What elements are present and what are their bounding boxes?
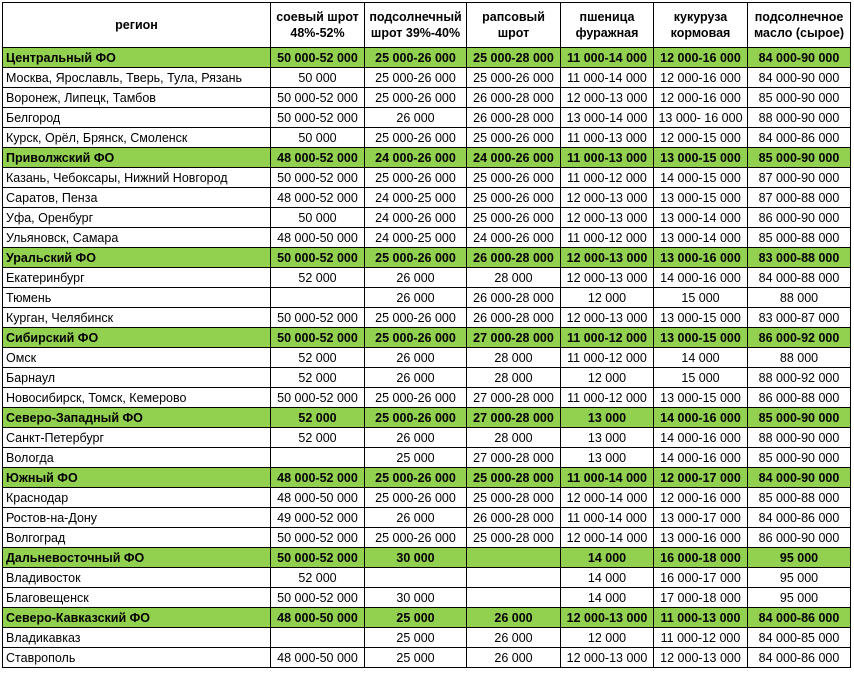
feed-corn-cell: 13 000-17 000 xyxy=(654,508,748,528)
region-cell: Белгород xyxy=(3,108,271,128)
region-cell: Тюмень xyxy=(3,288,271,308)
rapeseed-meal-cell: 25 000-28 000 xyxy=(467,468,561,488)
sunflower-meal-cell: 25 000-26 000 xyxy=(365,328,467,348)
soy-meal-cell xyxy=(271,628,365,648)
rapeseed-meal-cell: 24 000-26 000 xyxy=(467,228,561,248)
sunflower-oil-cell: 85 000-90 000 xyxy=(748,148,851,168)
sunflower-oil-cell: 85 000-90 000 xyxy=(748,88,851,108)
rapeseed-meal-cell: 27 000-28 000 xyxy=(467,408,561,428)
region-cell: Вологда xyxy=(3,448,271,468)
sunflower-meal-cell xyxy=(365,568,467,588)
sunflower-oil-cell: 88 000-92 000 xyxy=(748,368,851,388)
feed-corn-cell: 12 000-16 000 xyxy=(654,68,748,88)
soy-meal-cell: 50 000 xyxy=(271,68,365,88)
header-soy-meal: соевый шрот 48%-52% xyxy=(271,3,365,48)
soy-meal-cell: 49 000-52 000 xyxy=(271,508,365,528)
feed-corn-cell: 13 000-15 000 xyxy=(654,308,748,328)
soy-meal-cell: 50 000-52 000 xyxy=(271,108,365,128)
feed-corn-cell: 13 000-15 000 xyxy=(654,328,748,348)
sunflower-oil-cell: 86 000-90 000 xyxy=(748,528,851,548)
feed-corn-cell: 13 000- 16 000 xyxy=(654,108,748,128)
sunflower-meal-cell: 24 000-26 000 xyxy=(365,148,467,168)
district-row xyxy=(3,468,851,488)
rapeseed-meal-cell: 27 000-28 000 xyxy=(467,388,561,408)
feed-wheat-cell: 12 000 xyxy=(561,368,654,388)
sunflower-meal-cell: 24 000-26 000 xyxy=(365,208,467,228)
soy-meal-cell: 48 000-50 000 xyxy=(271,488,365,508)
sunflower-oil-cell: 86 000-88 000 xyxy=(748,388,851,408)
feed-corn-cell: 16 000-17 000 xyxy=(654,568,748,588)
rapeseed-meal-cell: 25 000-26 000 xyxy=(467,128,561,148)
sunflower-oil-cell: 85 000-90 000 xyxy=(748,408,851,428)
feed-corn-cell: 12 000-16 000 xyxy=(654,88,748,108)
sunflower-oil-cell: 88 000-90 000 xyxy=(748,108,851,128)
district-row xyxy=(3,48,851,68)
region-cell: Дальневосточный ФО xyxy=(3,548,271,568)
table-row xyxy=(3,208,851,228)
rapeseed-meal-cell: 26 000-28 000 xyxy=(467,288,561,308)
feed-corn-cell: 13 000-15 000 xyxy=(654,188,748,208)
table-row xyxy=(3,188,851,208)
feed-corn-cell: 17 000-18 000 xyxy=(654,588,748,608)
feed-corn-cell: 11 000-12 000 xyxy=(654,628,748,648)
header-rapeseed-meal: рапсовый шрот xyxy=(467,3,561,48)
feed-wheat-cell: 11 000-13 000 xyxy=(561,148,654,168)
feed-wheat-cell: 13 000 xyxy=(561,448,654,468)
rapeseed-meal-cell: 25 000-28 000 xyxy=(467,488,561,508)
feed-corn-cell: 14 000-16 000 xyxy=(654,428,748,448)
soy-meal-cell: 52 000 xyxy=(271,408,365,428)
sunflower-oil-cell: 83 000-87 000 xyxy=(748,308,851,328)
sunflower-meal-cell: 25 000 xyxy=(365,608,467,628)
sunflower-meal-cell: 25 000-26 000 xyxy=(365,468,467,488)
sunflower-oil-cell: 95 000 xyxy=(748,548,851,568)
feed-wheat-cell: 11 000-14 000 xyxy=(561,468,654,488)
feed-corn-cell: 14 000-16 000 xyxy=(654,268,748,288)
district-row xyxy=(3,608,851,628)
region-cell: Ставрополь xyxy=(3,648,271,668)
feed-corn-cell: 12 000-15 000 xyxy=(654,128,748,148)
soy-meal-cell: 50 000-52 000 xyxy=(271,388,365,408)
feed-corn-cell: 14 000-15 000 xyxy=(654,168,748,188)
feed-corn-cell: 13 000-15 000 xyxy=(654,148,748,168)
header-feed-wheat: пшеница фуражная xyxy=(561,3,654,48)
sunflower-oil-cell: 86 000-90 000 xyxy=(748,208,851,228)
sunflower-meal-cell: 25 000 xyxy=(365,448,467,468)
sunflower-oil-cell: 88 000 xyxy=(748,348,851,368)
region-cell: Новосибирск, Томск, Кемерово xyxy=(3,388,271,408)
region-cell: Курск, Орёл, Брянск, Смоленск xyxy=(3,128,271,148)
rapeseed-meal-cell: 26 000-28 000 xyxy=(467,508,561,528)
sunflower-meal-cell: 26 000 xyxy=(365,268,467,288)
soy-meal-cell: 52 000 xyxy=(271,568,365,588)
sunflower-oil-cell: 84 000-86 000 xyxy=(748,508,851,528)
region-cell: Центральный ФО xyxy=(3,48,271,68)
price-table xyxy=(2,2,851,668)
header-sunflower-meal: подсолнечный шрот 39%-40% xyxy=(365,3,467,48)
rapeseed-meal-cell: 26 000-28 000 xyxy=(467,248,561,268)
sunflower-oil-cell: 84 000-88 000 xyxy=(748,268,851,288)
soy-meal-cell: 50 000-52 000 xyxy=(271,248,365,268)
soy-meal-cell: 52 000 xyxy=(271,428,365,448)
feed-corn-cell: 13 000-15 000 xyxy=(654,388,748,408)
feed-wheat-cell: 11 000-12 000 xyxy=(561,168,654,188)
feed-wheat-cell: 11 000-12 000 xyxy=(561,228,654,248)
region-cell: Уфа, Оренбург xyxy=(3,208,271,228)
rapeseed-meal-cell: 27 000-28 000 xyxy=(467,448,561,468)
sunflower-meal-cell: 25 000-26 000 xyxy=(365,168,467,188)
feed-wheat-cell: 11 000-14 000 xyxy=(561,508,654,528)
region-cell: Ростов-на-Дону xyxy=(3,508,271,528)
sunflower-oil-cell: 84 000-86 000 xyxy=(748,128,851,148)
table-row xyxy=(3,428,851,448)
sunflower-meal-cell: 25 000-26 000 xyxy=(365,488,467,508)
feed-corn-cell: 12 000-16 000 xyxy=(654,488,748,508)
region-cell: Воронеж, Липецк, Тамбов xyxy=(3,88,271,108)
sunflower-oil-cell: 85 000-90 000 xyxy=(748,448,851,468)
sunflower-oil-cell: 88 000-90 000 xyxy=(748,428,851,448)
feed-wheat-cell: 12 000-14 000 xyxy=(561,528,654,548)
sunflower-oil-cell: 85 000-88 000 xyxy=(748,488,851,508)
soy-meal-cell: 50 000 xyxy=(271,208,365,228)
sunflower-oil-cell: 84 000-90 000 xyxy=(748,48,851,68)
region-cell: Приволжский ФО xyxy=(3,148,271,168)
sunflower-oil-cell: 83 000-88 000 xyxy=(748,248,851,268)
sunflower-oil-cell: 84 000-90 000 xyxy=(748,468,851,488)
region-cell: Москва, Ярославль, Тверь, Тула, Рязань xyxy=(3,68,271,88)
region-cell: Владивосток xyxy=(3,568,271,588)
feed-wheat-cell: 12 000-13 000 xyxy=(561,608,654,628)
feed-wheat-cell: 12 000 xyxy=(561,628,654,648)
sunflower-oil-cell: 84 000-85 000 xyxy=(748,628,851,648)
table-row xyxy=(3,528,851,548)
feed-corn-cell: 11 000-13 000 xyxy=(654,608,748,628)
rapeseed-meal-cell xyxy=(467,568,561,588)
rapeseed-meal-cell: 25 000-26 000 xyxy=(467,188,561,208)
district-row xyxy=(3,408,851,428)
table-row xyxy=(3,308,851,328)
rapeseed-meal-cell: 26 000-28 000 xyxy=(467,308,561,328)
feed-corn-cell: 15 000 xyxy=(654,368,748,388)
rapeseed-meal-cell: 25 000-28 000 xyxy=(467,528,561,548)
sunflower-meal-cell: 26 000 xyxy=(365,348,467,368)
feed-corn-cell: 14 000-16 000 xyxy=(654,408,748,428)
rapeseed-meal-cell: 25 000-26 000 xyxy=(467,208,561,228)
rapeseed-meal-cell: 27 000-28 000 xyxy=(467,328,561,348)
table-row xyxy=(3,488,851,508)
soy-meal-cell: 50 000-52 000 xyxy=(271,328,365,348)
table-row xyxy=(3,588,851,608)
feed-wheat-cell: 12 000-13 000 xyxy=(561,188,654,208)
sunflower-oil-cell: 85 000-88 000 xyxy=(748,228,851,248)
table-row xyxy=(3,508,851,528)
rapeseed-meal-cell: 24 000-26 000 xyxy=(467,148,561,168)
feed-wheat-cell: 14 000 xyxy=(561,568,654,588)
region-cell: Южный ФО xyxy=(3,468,271,488)
feed-corn-cell: 13 000-14 000 xyxy=(654,208,748,228)
feed-wheat-cell: 13 000 xyxy=(561,428,654,448)
soy-meal-cell: 52 000 xyxy=(271,348,365,368)
soy-meal-cell: 48 000-52 000 xyxy=(271,468,365,488)
sunflower-meal-cell: 26 000 xyxy=(365,288,467,308)
table-row xyxy=(3,228,851,248)
region-cell: Саратов, Пенза xyxy=(3,188,271,208)
sunflower-meal-cell: 26 000 xyxy=(365,428,467,448)
sunflower-meal-cell: 30 000 xyxy=(365,548,467,568)
soy-meal-cell: 48 000-50 000 xyxy=(271,608,365,628)
feed-wheat-cell: 13 000 xyxy=(561,408,654,428)
soy-meal-cell: 50 000 xyxy=(271,128,365,148)
rapeseed-meal-cell: 25 000-26 000 xyxy=(467,168,561,188)
soy-meal-cell: 50 000-52 000 xyxy=(271,308,365,328)
region-cell: Волгоград xyxy=(3,528,271,548)
feed-corn-cell: 14 000 xyxy=(654,348,748,368)
table-row xyxy=(3,628,851,648)
table-row xyxy=(3,168,851,188)
feed-wheat-cell: 12 000-13 000 xyxy=(561,308,654,328)
rapeseed-meal-cell: 28 000 xyxy=(467,428,561,448)
rapeseed-meal-cell: 28 000 xyxy=(467,348,561,368)
table-row xyxy=(3,448,851,468)
feed-corn-cell: 13 000-16 000 xyxy=(654,528,748,548)
feed-wheat-cell: 11 000-12 000 xyxy=(561,328,654,348)
sunflower-oil-cell: 95 000 xyxy=(748,568,851,588)
sunflower-meal-cell: 26 000 xyxy=(365,508,467,528)
table-row xyxy=(3,268,851,288)
table-row xyxy=(3,128,851,148)
district-row xyxy=(3,548,851,568)
region-cell: Екатеринбург xyxy=(3,268,271,288)
table-row xyxy=(3,648,851,668)
feed-wheat-cell: 11 000-14 000 xyxy=(561,68,654,88)
rapeseed-meal-cell xyxy=(467,548,561,568)
sunflower-oil-cell: 84 000-86 000 xyxy=(748,648,851,668)
soy-meal-cell: 48 000-52 000 xyxy=(271,148,365,168)
sunflower-meal-cell: 30 000 xyxy=(365,588,467,608)
feed-wheat-cell: 14 000 xyxy=(561,588,654,608)
region-cell: Барнаул xyxy=(3,368,271,388)
header-sunflower-oil: подсолнечное масло (сырое) xyxy=(748,3,851,48)
feed-wheat-cell: 12 000-13 000 xyxy=(561,248,654,268)
sunflower-meal-cell: 25 000-26 000 xyxy=(365,48,467,68)
feed-wheat-cell: 11 000-12 000 xyxy=(561,388,654,408)
sunflower-oil-cell: 84 000-90 000 xyxy=(748,68,851,88)
feed-corn-cell: 13 000-16 000 xyxy=(654,248,748,268)
table-row xyxy=(3,88,851,108)
feed-wheat-cell: 13 000-14 000 xyxy=(561,108,654,128)
region-cell: Владикавказ xyxy=(3,628,271,648)
table-row xyxy=(3,368,851,388)
sunflower-meal-cell: 25 000-26 000 xyxy=(365,68,467,88)
region-cell: Краснодар xyxy=(3,488,271,508)
sunflower-oil-cell: 87 000-88 000 xyxy=(748,188,851,208)
feed-wheat-cell: 12 000-13 000 xyxy=(561,88,654,108)
feed-corn-cell: 13 000-14 000 xyxy=(654,228,748,248)
soy-meal-cell: 48 000-52 000 xyxy=(271,188,365,208)
soy-meal-cell: 50 000-52 000 xyxy=(271,48,365,68)
table-row xyxy=(3,388,851,408)
rapeseed-meal-cell: 25 000-28 000 xyxy=(467,48,561,68)
region-cell: Ульяновск, Самара xyxy=(3,228,271,248)
sunflower-meal-cell: 24 000-25 000 xyxy=(365,188,467,208)
feed-corn-cell: 12 000-16 000 xyxy=(654,48,748,68)
table-row xyxy=(3,288,851,308)
soy-meal-cell: 50 000-52 000 xyxy=(271,88,365,108)
table-row xyxy=(3,348,851,368)
feed-corn-cell: 12 000-17 000 xyxy=(654,468,748,488)
region-cell: Уральский ФО xyxy=(3,248,271,268)
header-row xyxy=(3,3,851,48)
feed-corn-cell: 14 000-16 000 xyxy=(654,448,748,468)
sunflower-meal-cell: 25 000-26 000 xyxy=(365,528,467,548)
rapeseed-meal-cell: 26 000-28 000 xyxy=(467,108,561,128)
region-cell: Курган, Челябинск xyxy=(3,308,271,328)
region-cell: Северо-Кавказский ФО xyxy=(3,608,271,628)
region-cell: Северо-Западный ФО xyxy=(3,408,271,428)
soy-meal-cell: 50 000-52 000 xyxy=(271,168,365,188)
rapeseed-meal-cell: 28 000 xyxy=(467,268,561,288)
feed-wheat-cell: 12 000-14 000 xyxy=(561,488,654,508)
soy-meal-cell xyxy=(271,448,365,468)
sunflower-meal-cell: 25 000 xyxy=(365,628,467,648)
feed-wheat-cell: 11 000-13 000 xyxy=(561,128,654,148)
feed-wheat-cell: 12 000-13 000 xyxy=(561,208,654,228)
rapeseed-meal-cell: 28 000 xyxy=(467,368,561,388)
soy-meal-cell: 52 000 xyxy=(271,368,365,388)
rapeseed-meal-cell: 26 000-28 000 xyxy=(467,88,561,108)
region-cell: Омск xyxy=(3,348,271,368)
feed-wheat-cell: 11 000-12 000 xyxy=(561,348,654,368)
rapeseed-meal-cell: 26 000 xyxy=(467,628,561,648)
sunflower-meal-cell: 25 000-26 000 xyxy=(365,388,467,408)
sunflower-meal-cell: 25 000-26 000 xyxy=(365,128,467,148)
district-row xyxy=(3,328,851,348)
soy-meal-cell: 50 000-52 000 xyxy=(271,588,365,608)
soy-meal-cell xyxy=(271,288,365,308)
soy-meal-cell: 52 000 xyxy=(271,268,365,288)
sunflower-oil-cell: 95 000 xyxy=(748,588,851,608)
header-region: регион xyxy=(3,3,271,48)
rapeseed-meal-cell: 26 000 xyxy=(467,608,561,628)
sunflower-meal-cell: 26 000 xyxy=(365,368,467,388)
soy-meal-cell: 48 000-50 000 xyxy=(271,228,365,248)
table-row xyxy=(3,568,851,588)
table-row xyxy=(3,68,851,88)
sunflower-meal-cell: 26 000 xyxy=(365,108,467,128)
feed-wheat-cell: 11 000-14 000 xyxy=(561,48,654,68)
region-cell: Благовещенск xyxy=(3,588,271,608)
rapeseed-meal-cell: 25 000-26 000 xyxy=(467,68,561,88)
sunflower-meal-cell: 25 000 xyxy=(365,648,467,668)
sunflower-oil-cell: 86 000-92 000 xyxy=(748,328,851,348)
sunflower-oil-cell: 84 000-86 000 xyxy=(748,608,851,628)
table-row xyxy=(3,108,851,128)
rapeseed-meal-cell: 26 000 xyxy=(467,648,561,668)
sunflower-oil-cell: 87 000-90 000 xyxy=(748,168,851,188)
sunflower-meal-cell: 24 000-25 000 xyxy=(365,228,467,248)
sunflower-oil-cell: 88 000 xyxy=(748,288,851,308)
feed-corn-cell: 16 000-18 000 xyxy=(654,548,748,568)
rapeseed-meal-cell xyxy=(467,588,561,608)
feed-wheat-cell: 14 000 xyxy=(561,548,654,568)
header-feed-corn: кукуруза кормовая xyxy=(654,3,748,48)
sunflower-meal-cell: 25 000-26 000 xyxy=(365,248,467,268)
table-body xyxy=(3,48,851,668)
district-row xyxy=(3,248,851,268)
sunflower-meal-cell: 25 000-26 000 xyxy=(365,88,467,108)
soy-meal-cell: 50 000-52 000 xyxy=(271,528,365,548)
region-cell: Санкт-Петербург xyxy=(3,428,271,448)
sunflower-meal-cell: 25 000-26 000 xyxy=(365,408,467,428)
feed-wheat-cell: 12 000-13 000 xyxy=(561,268,654,288)
soy-meal-cell: 50 000-52 000 xyxy=(271,548,365,568)
soy-meal-cell: 48 000-50 000 xyxy=(271,648,365,668)
feed-wheat-cell: 12 000 xyxy=(561,288,654,308)
district-row xyxy=(3,148,851,168)
feed-corn-cell: 12 000-13 000 xyxy=(654,648,748,668)
feed-corn-cell: 15 000 xyxy=(654,288,748,308)
feed-wheat-cell: 12 000-13 000 xyxy=(561,648,654,668)
sunflower-meal-cell: 25 000-26 000 xyxy=(365,308,467,328)
region-cell: Сибирский ФО xyxy=(3,328,271,348)
region-cell: Казань, Чебоксары, Нижний Новгород xyxy=(3,168,271,188)
